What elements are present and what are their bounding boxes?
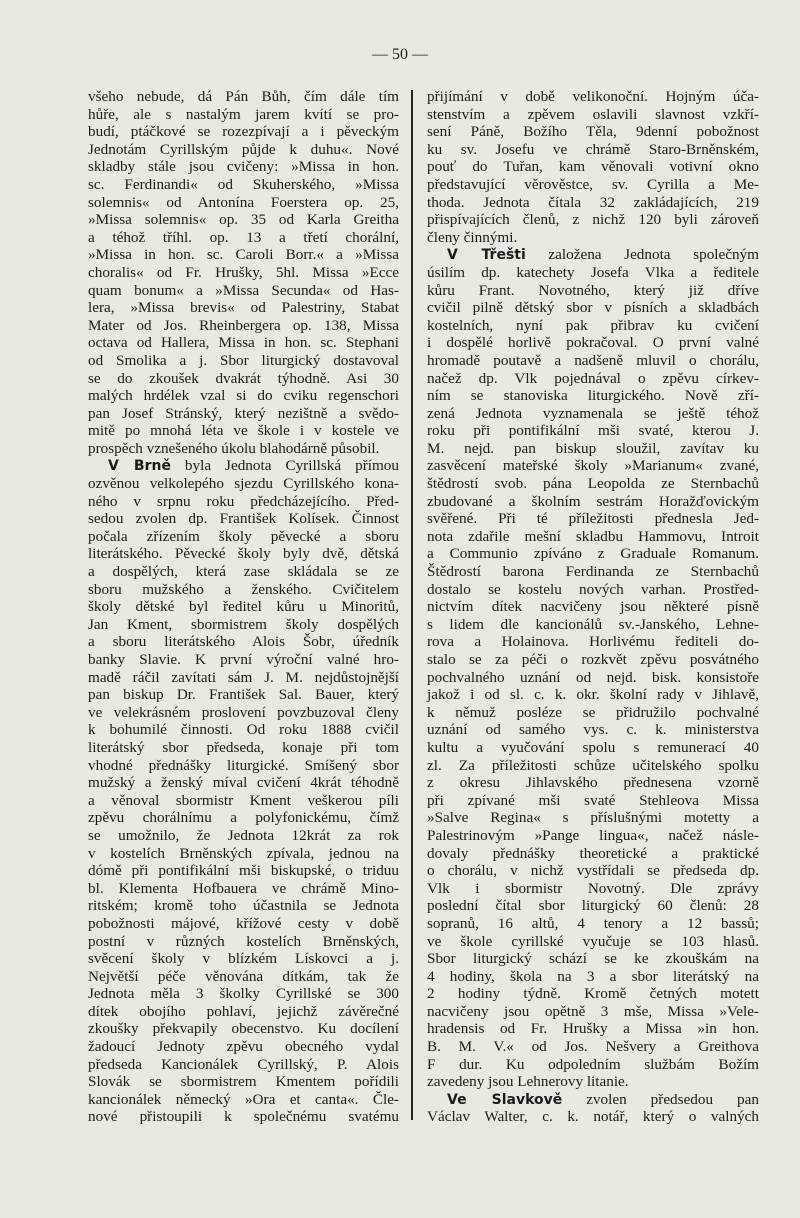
text-line: [88, 563, 399, 581]
line-text: nové přistoupili k společnému svatému: [88, 1108, 399, 1126]
text-line: [88, 809, 399, 827]
text-line: [88, 545, 399, 563]
line-text: nictvím dítek nacvičeny jsou některé písně: [427, 598, 759, 616]
line-text: madě ráčil zavítati sám J. M. nejdůstojnější: [88, 668, 399, 686]
text-line: [88, 985, 399, 1003]
line-text: stalo se za péči o rozkvět zpěvu posvátného: [427, 651, 759, 668]
line-text: pouť do Tuřan, kam věnovali votivní okno: [427, 158, 759, 176]
text-line: [88, 176, 399, 194]
text-line: [427, 370, 759, 388]
text-line: [427, 862, 759, 880]
line-text: lera, »Missa brevis« od Palestriny, Stabat: [88, 299, 399, 317]
line-text: přijímání v době velikonoční. Hojným úča-: [427, 88, 759, 105]
line-text: s lidem dle kancionálů sv.-Janského, Lehne-: [427, 615, 759, 633]
text-line: [88, 528, 399, 546]
text-line: [427, 176, 759, 194]
line-text: sc. Ferdinandi« od Skuherského, »Missa: [88, 175, 399, 193]
line-text: sopranů, 16 altů, 4 tenory a 12 bassů;: [427, 914, 759, 932]
line-text: všeho nebude, dá Pán Bůh, čím dále tím: [88, 88, 399, 105]
line-text: nacvičeny jsou opětně 3 mše, Missa »Vele-: [427, 1002, 759, 1020]
line-text: literátský sbor předseda, konaje při tom: [88, 738, 399, 756]
text-line: [427, 933, 759, 951]
text-line: [427, 915, 759, 933]
line-text: Jednotám Cyrillským půjde k duhu«. Nové: [88, 140, 399, 158]
line-text: hradensis od Fr. Hrušky a Missa »in hon.: [427, 1020, 759, 1038]
line-text: zvolen předsedou pan: [562, 1090, 759, 1108]
text-line: [427, 985, 759, 1003]
text-line: [427, 510, 759, 528]
text-line: [88, 669, 399, 687]
line-text: Jan Kment, sbormistrem školy dospělých: [88, 615, 399, 633]
text-line: [427, 897, 759, 915]
line-text: zasvěcení mateřské školy »Marianum« zvané,: [427, 457, 759, 475]
text-line: [88, 334, 399, 352]
line-text: k bohumilé činnosti. Od roku 1888 cvičil: [88, 721, 399, 739]
right-column: [427, 88, 759, 1126]
line-text: a věnoval sbormistr Kment veškerou píli: [88, 791, 399, 809]
line-text: solemnis« od Antonína Foerstera op. 25,: [88, 193, 399, 211]
text-line: [427, 686, 759, 704]
text-line: [88, 352, 399, 370]
line-text: pochvalného uznání od nejd. bisk. konsistoře: [427, 668, 759, 686]
line-text: Václav Walter, c. k. notář, který o valných: [427, 1108, 759, 1126]
text-line: [88, 317, 399, 335]
text-line: [427, 1003, 759, 1021]
line-text: zpěvu chorálnímu a polyfonickému, čímž: [88, 809, 399, 827]
line-text: postní v různých kostelích Brněnských,: [88, 932, 399, 950]
text-line: [427, 1020, 759, 1038]
text-line: [88, 106, 399, 124]
text-line: [427, 651, 759, 669]
text-line: [427, 1091, 759, 1109]
text-line: [88, 282, 399, 300]
line-text: byla Jednota Cyrillská přímou: [170, 457, 399, 475]
line-text: 4 hodiny, škola na 3 a sbor literátský na: [427, 967, 759, 985]
line-text: Palestrinovým »Pange lingua«, načež násle-: [427, 826, 759, 844]
text-line: [88, 581, 399, 599]
text-line: [88, 493, 399, 511]
line-text: mužský a ženský míval cvičení 4krát téhodně: [88, 774, 399, 792]
text-line: [427, 1073, 759, 1091]
text-line: [88, 616, 399, 634]
line-text: choralis« od Fr. Hrušky, 5hl. Missa »Ecce: [88, 263, 399, 281]
line-text: představující věrověstce, sv. Cyrilla a Me-: [427, 175, 759, 193]
line-text: mitě po mnohá léta ve škole i v kostele ve: [88, 422, 399, 440]
line-text: malých hrdélek vzal si do cviku regenschori: [88, 387, 399, 405]
text-line: [427, 563, 759, 581]
line-text: zkoušky překvapily obecenstvo. Ku docílení: [88, 1020, 399, 1038]
line-text: dómě při pontifikální mši biskupské, o triduu: [88, 862, 399, 880]
line-text: založena Jednota společným: [525, 246, 759, 264]
line-text: a dospělých, která zase skládala se ze: [88, 563, 399, 581]
line-text: předseda Kancionálek Cyrillský, P. Alois: [88, 1055, 399, 1073]
text-line: [88, 229, 399, 247]
text-line: [427, 1056, 759, 1074]
line-text: zbudované a školním sestrám Horažďovickým: [427, 492, 759, 510]
line-text: ritském; kromě toho účastnila se Jednota: [88, 897, 399, 915]
line-text: poslední čítal sbor liturgický 60 členů: 28: [427, 897, 759, 915]
text-line: [88, 422, 399, 440]
line-text: Mater od Jos. Rheinbergera op. 138, Missa: [88, 316, 399, 334]
line-text: sboru mužského a ženského. Cvičitelem: [88, 580, 399, 598]
text-line: [88, 774, 399, 792]
text-line: [88, 88, 399, 106]
text-line: [427, 721, 759, 739]
line-text: quam bonum« a »Missa Secunda« od Has-: [88, 281, 399, 299]
line-text: nota zdařile mešní skladbu Hammovu, Introit: [427, 527, 759, 545]
text-line: [427, 633, 759, 651]
line-text: »Missa solemnis« op. 35 od Karla Greitha: [88, 211, 399, 229]
text-line: [88, 387, 399, 405]
text-line: [427, 757, 759, 775]
text-line: [88, 158, 399, 176]
line-text: 2 hodiny týdně. Kromě četných motett: [427, 985, 759, 1003]
text-line: [427, 264, 759, 282]
line-text: bl. Klementa Hofbauera ve chrámě Mino-: [88, 879, 399, 897]
text-line: [88, 1073, 399, 1091]
text-line: [427, 809, 759, 827]
text-line: [88, 950, 399, 968]
text-line: [427, 845, 759, 863]
text-line: [88, 211, 399, 229]
line-text: Slovák se sbormistrem Kmentem pořídili: [88, 1073, 399, 1091]
text-line: [427, 282, 759, 300]
text-line: [427, 1108, 759, 1126]
text-line: [427, 194, 759, 212]
line-text: pan Josef Stránský, který nezištně a svědo-: [88, 404, 399, 422]
line-text: ného v srpnu roku předcházejícího. Před-: [88, 492, 399, 510]
line-text: kůru Frant. Novotného, který již dříve: [427, 281, 759, 299]
text-line: [88, 370, 399, 388]
text-line: [88, 1091, 399, 1109]
line-text: zl. Za příležitosti schůze učitelského spolku: [427, 756, 759, 774]
line-text: o chorálu, v nichž vystřídali se předseda dp.: [427, 862, 759, 880]
line-text: roku při pontifikální mši svaté, kterou J.: [427, 422, 759, 440]
line-text: ve velekrásném proslovení povzbuzoval členy: [88, 703, 399, 721]
text-line: [427, 211, 759, 229]
line-text: zená Jednota vyznamenala se ještě téhož: [427, 404, 759, 422]
column-divider: [411, 90, 413, 1120]
line-text: pan biskup Dr. František Sal. Bauer, který: [88, 686, 399, 704]
text-line: [427, 827, 759, 845]
line-text: M. nejd. pan biskup sloužil, zavítav ku: [427, 439, 759, 457]
line-text: Sbor liturgický schází se ke zkouškám na: [427, 950, 759, 968]
line-text: úsilím dp. katechety Josefa Vlka a ředitele: [427, 263, 759, 281]
page-number: — 50 —: [372, 46, 428, 63]
line-text: hromadě poutavě a nadšeně mluvil o chorálu,: [427, 351, 759, 369]
text-line: [88, 123, 399, 141]
text-line: [88, 598, 399, 616]
line-text: vhodné přednášky liturgické. Smíšený sbor: [88, 756, 399, 774]
line-text: ním se stanoviska liturgického. Nově zří-: [427, 387, 759, 405]
text-line: [88, 704, 399, 722]
text-line: [88, 1108, 399, 1126]
line-text: banky Slavie. K první výroční valné hro-: [88, 651, 399, 668]
line-text: Vlk i sbormistr Novotný. Dle zprávy: [427, 879, 759, 897]
line-text: Štědrostí barona Ferdinanda ze Sternbachů: [427, 563, 759, 581]
line-text: Jednota měla 3 školky Cyrillské se 300: [88, 985, 399, 1003]
text-line: [88, 246, 399, 264]
line-text: pobožnosti májové, křížové cesty v době: [88, 914, 399, 932]
section-lead-heading: V Třešti: [447, 247, 526, 264]
text-line: [88, 827, 399, 845]
left-column: [88, 88, 399, 1126]
section-lead-heading: Ve Slavkově: [447, 1091, 563, 1108]
line-text: hůře, ale s nastalým jarem kvítí se pro-: [88, 105, 399, 123]
text-line: [88, 1020, 399, 1038]
line-text: načež dp. Vlk pojednával o zpěvu církev-: [427, 369, 759, 387]
text-line: [88, 633, 399, 651]
line-text: z okresu Jihlavského přednesena vzorně: [427, 774, 759, 792]
line-text: uznání od samého vys. c. k. ministerstva: [427, 721, 759, 739]
text-line: [88, 757, 399, 775]
text-line: [88, 1003, 399, 1021]
line-text: štědrostí svob. pána Leopolda ze Sternbachů: [427, 475, 759, 493]
line-text: žadoucí Jednoty zpěvu obecného vydal: [88, 1038, 399, 1056]
text-line: [427, 246, 759, 264]
line-text: členy činnými.: [427, 228, 518, 246]
line-text: kultu a vyučování spolu s remunerací 40: [427, 738, 759, 756]
text-line: [427, 422, 759, 440]
line-text: se umožnilo, že Jednota 12krát za rok: [88, 826, 399, 844]
line-text: octava od Hallera, Missa in hon. sc. Stephani: [88, 334, 399, 352]
line-text: se do zkoušek dvakrát týhodně. Asi 30: [88, 369, 399, 387]
text-line: [427, 545, 759, 563]
line-text: prospěch vznešeného úkolu blahodárně působil.: [88, 439, 380, 457]
line-text: thoda. Jednota čítala 32 zakládajících, 219: [427, 193, 759, 211]
text-line: [427, 581, 759, 599]
text-line: [88, 897, 399, 915]
text-line: [427, 317, 759, 335]
line-text: kostelních, nyní pak přibrav ku cvičení: [427, 316, 759, 334]
line-text: školy dětské byl ředitel kůru u Minoritů,: [88, 598, 399, 616]
text-line: [427, 141, 759, 159]
text-line: [427, 88, 759, 106]
text-line: [427, 106, 759, 124]
line-text: B. M. V.« od Jos. Nešvery a Greithova: [427, 1038, 759, 1056]
line-text: a sboru literátského Alois Šobr, úředník: [88, 633, 399, 651]
text-line: [427, 616, 759, 634]
text-line: [427, 229, 759, 247]
line-text: počala zřízením školy pěvecké a sboru: [88, 527, 399, 545]
text-line: [88, 880, 399, 898]
text-line: [427, 739, 759, 757]
line-text: Největší péče věnována dítkám, tak že: [88, 967, 399, 985]
text-line: [88, 792, 399, 810]
text-line: [88, 968, 399, 986]
text-line: [88, 194, 399, 212]
text-line: [88, 475, 399, 493]
text-line: [427, 352, 759, 370]
text-line: [88, 299, 399, 317]
line-text: F dur. Ku odpoledním službám Božím: [427, 1055, 759, 1073]
line-text: k němuž posléze se přidružilo pochvalné: [427, 703, 759, 721]
text-line: [88, 1056, 399, 1074]
text-line: [427, 704, 759, 722]
text-line: [88, 721, 399, 739]
text-line: [427, 792, 759, 810]
line-text: dítek obojího pohlaví, jejichž závěrečné: [88, 1002, 399, 1020]
line-text: sení Páně, Božího Těla, 9denní pobožnost: [427, 123, 759, 141]
line-text: a téhož tříhl. op. 13 a třetí chorální,: [88, 228, 399, 246]
text-line: [88, 457, 399, 475]
text-line: [427, 299, 759, 317]
line-text: přispívajících členů, z nichž 120 byli zároveň: [427, 211, 759, 229]
line-text: rova a Holainova. Horlivému řediteli do-: [427, 633, 759, 651]
text-line: [88, 264, 399, 282]
line-text: jakož i od sl. c. k. okr. školní rady v Jihlavě,: [427, 686, 759, 704]
line-text: i dospělé horlivě pokračoval. O první valné: [427, 334, 759, 352]
text-line: [427, 440, 759, 458]
text-line: [427, 387, 759, 405]
text-line: [88, 405, 399, 423]
text-line: [88, 141, 399, 159]
text-line: [427, 123, 759, 141]
text-line: [88, 1038, 399, 1056]
text-line: [427, 880, 759, 898]
line-text: ozvěnou velkolepého sjezdu Cyrillského kona-: [88, 475, 399, 493]
line-text: při zpívané mši svaté Stehleova Missa: [427, 791, 759, 809]
text-line: [88, 862, 399, 880]
line-text: ku sv. Josefu ve chrámě Staro-Brněnském,: [427, 140, 759, 158]
text-line: [427, 405, 759, 423]
line-text: ve škole cyrillské vyučuje se 103 hlasů.: [427, 932, 759, 950]
text-line: [88, 933, 399, 951]
text-line: [427, 493, 759, 511]
text-line: [427, 774, 759, 792]
line-text: budí, ptáčkové se rozezpívají a i pěveckým: [88, 123, 399, 141]
text-line: [427, 334, 759, 352]
line-text: »Salve Regina« s příslušnými motetty a: [427, 809, 759, 827]
line-text: od Smolika a j. Sbor liturgický dostavoval: [88, 351, 399, 369]
text-line: [427, 950, 759, 968]
text-line: [88, 845, 399, 863]
line-text: sedou zvolen dp. František Kolísek. Činnost: [88, 510, 399, 528]
text-line: [427, 598, 759, 616]
text-line: [427, 457, 759, 475]
line-text: v kostelích Brněnských zpívala, jednou na: [88, 844, 399, 862]
text-line: [88, 739, 399, 757]
text-line: [427, 669, 759, 687]
line-text: svěřené. Při té příležitosti přednesla Jed-: [427, 510, 759, 528]
line-text: kancionálek německý »Ora et canta«. Čle-: [88, 1090, 399, 1108]
line-text: skladby stále jsou cvičeny: »Missa in hon.: [88, 158, 399, 176]
line-text: cvičil pilně dětský sbor v písních a skladbách: [427, 299, 759, 317]
section-lead-heading: V Brně: [108, 458, 171, 475]
line-text: dovaly přednášky theoretické a praktické: [427, 844, 759, 862]
text-line: [88, 651, 399, 669]
text-line: [427, 1038, 759, 1056]
text-line: [88, 915, 399, 933]
text-line: [427, 475, 759, 493]
line-text: svěcení školy v blízkém Lískovci a j.: [88, 950, 399, 968]
line-text: stenstvím a zpěvem oslavili slavnost vzkří-: [427, 105, 759, 123]
line-text: dostalo se kostelu nových varhan. Prostřed-: [427, 580, 759, 598]
line-text: »Missa in hon. sc. Caroli Borr.« a »Missa: [88, 246, 399, 264]
line-text: a Communio zpíváno z Graduale Romanum.: [427, 545, 759, 563]
text-line: [88, 510, 399, 528]
text-line: [88, 440, 399, 458]
text-line: [88, 686, 399, 704]
text-line: [427, 528, 759, 546]
text-line: [427, 968, 759, 986]
line-text: zavedeny jsou Lehnerovy litanie.: [427, 1073, 629, 1091]
line-text: literátského. Pěvecké školy byly dvě, dětská: [88, 545, 399, 563]
text-line: [427, 158, 759, 176]
